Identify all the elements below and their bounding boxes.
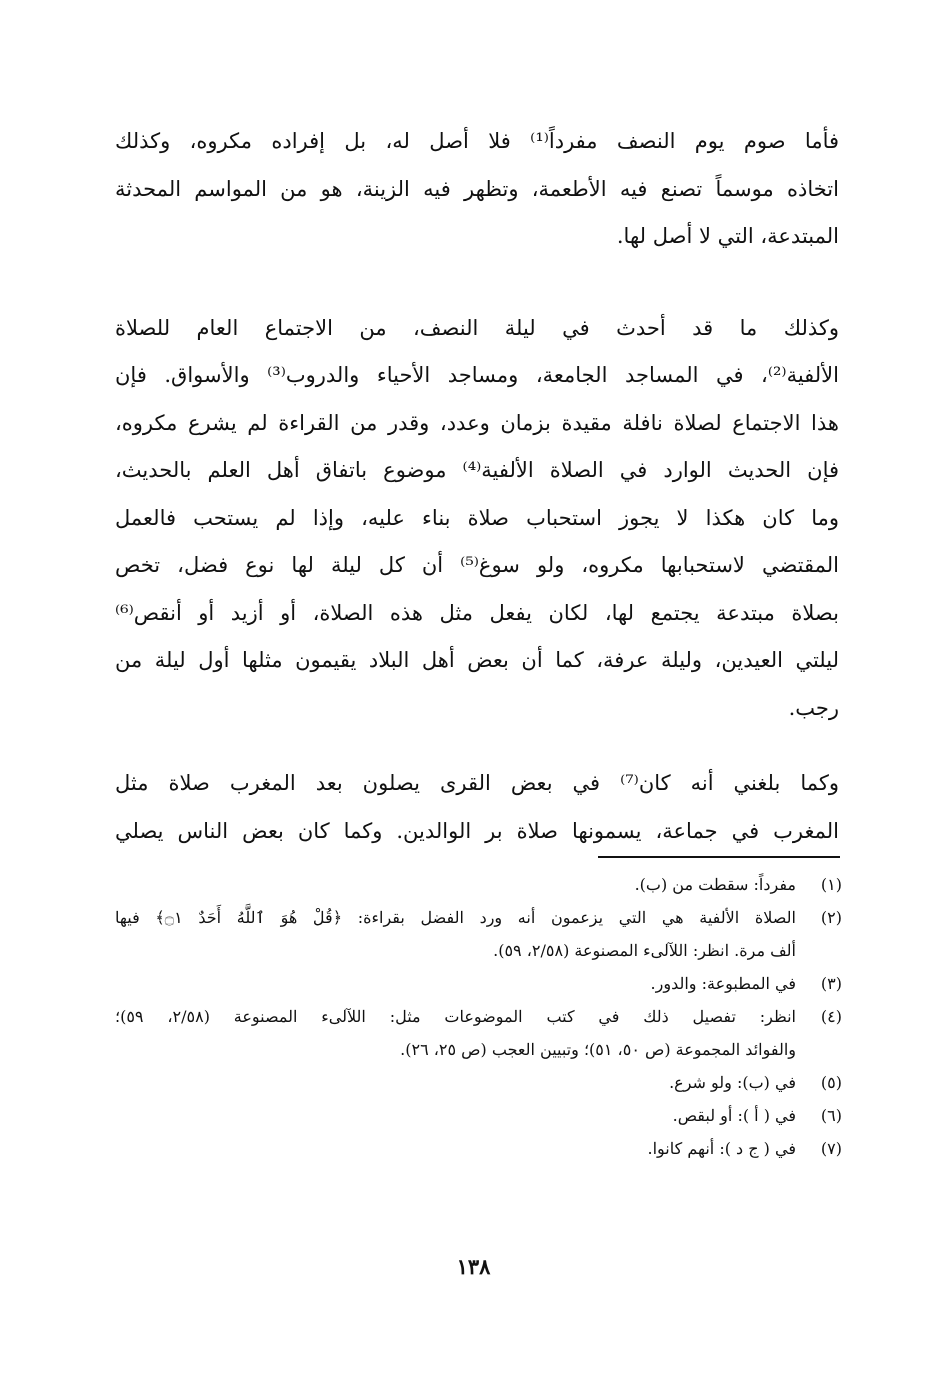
text-line: المغرب في جماعة، يسمونها صلاة بر الوالدين. وكما كان بعض الناس يصلي (115, 818, 839, 843)
footnote-item (115, 1000, 842, 1066)
text-line: اتخاذه موسماً تصنع فيه الأطعمة، وتظهر فيه الزينة، هو من المواسم المحدثة (115, 176, 839, 201)
footnote-line: في ( أ ): أو لبقص. (672, 1106, 796, 1125)
footnote-text (115, 1099, 796, 1132)
footnote-item (115, 967, 842, 1000)
footnote-item (115, 901, 842, 967)
footnote-number: (٣) (820, 974, 842, 993)
footnote-text (115, 901, 796, 967)
footnote-number: (٧) (820, 1139, 842, 1158)
footnote-item (115, 1099, 842, 1132)
footnote-line: في (ب): ولو شرع. (669, 1073, 796, 1092)
footnote-line: في ( ج د ): أنهم كانوا. (647, 1139, 796, 1158)
text-line: وكما بلغني أنه كان⁽⁷⁾ في بعض القرى يصلون بعد المغرب صلاة مثل (115, 771, 839, 795)
footnote-number: (٦) (820, 1106, 842, 1125)
footnote-line: والفوائد المجموعة (ص ٥٠، ٥١)؛ وتبيين العجب (ص ٢٥، ٢٦). (400, 1040, 796, 1059)
paragraph-2 (115, 305, 839, 733)
text-line: فأما صوم يوم النصف مفرداً⁽¹⁾ فلا أصل له، بل إفراده مكروه، وكذلك (115, 129, 840, 153)
footnote-number: (١) (820, 875, 842, 894)
footnote-number: (٥) (820, 1073, 842, 1092)
footnote-text (115, 967, 796, 1000)
text-line: وكذلك ما قد أحدث في ليلة النصف، من الاجتماع العام للصلاة (115, 315, 839, 340)
text-line: فإن الحديث الوارد في الصلاة الألفية⁽⁴⁾ موضوع باتفاق أهل العلم بالحديث، (115, 458, 840, 482)
footnote-text (115, 868, 796, 901)
text-line: رجب. (788, 695, 839, 720)
footnote-item (115, 1132, 842, 1165)
text-line: هذا الاجتماع لصلاة نافلة مقيدة بزمان وعدد، وقدر من القراءة لم يشرع مكروه، (115, 410, 839, 435)
text-line: الألفية⁽²⁾، في المساجد الجامعة، ومساجد الأحياء والدروب⁽³⁾ والأسواق. فإن (115, 363, 839, 387)
footnote-line: ألف مرة. انظر: اللآلىء المصنوعة (٢/٥٨، ٥٩). (493, 941, 796, 960)
footnote-text (115, 1000, 796, 1066)
main-text (115, 118, 839, 855)
footnote-line: انظر: تفصيل ذلك في كتب الموضوعات مثل: اللآلىء المصنوعة (٢/٥٨، ٥٩)؛ (115, 1007, 797, 1026)
footnote-line: مفرداً: سقطت من (ب). (634, 875, 796, 894)
text-line: المبتدعة، التي لا أصل لها. (616, 224, 839, 248)
text-line: بصلاة مبتدعة يجتمع لها، لكان يفعل مثل هذه الصلاة، أو أزيد أو أنقص⁽⁶⁾ (115, 600, 839, 625)
text-line: وما كان هكذا لا يجوز استحباب صلاة بناء عليه، وإذا لم يستحب فالعمل (115, 505, 839, 530)
paragraph-1 (115, 118, 839, 261)
footnote-line: في المطبوعة: والدور. (650, 974, 796, 993)
footnote-number: (٤) (820, 1007, 842, 1026)
footnote-item (115, 868, 842, 901)
footnote-text (115, 1132, 796, 1165)
page-number: ١٣٨ (456, 1254, 491, 1279)
text-line: ليلتي العيدين، وليلة عرفة، كما أن بعض أهل البلاد يقيمون مثلها أول ليلة من (115, 648, 839, 672)
paragraph-3 (115, 760, 839, 855)
footnotes (115, 868, 842, 1165)
footnote-divider (598, 856, 840, 858)
footnote-line: الصلاة الألفية هي التي يزعمون أنه ورد الفضل بقراءة: ﴿قُلْ هُوَ ٱللَّهُ أَحَدٌ ۝١﴾ فيها (115, 908, 796, 927)
footnote-number: (٢) (820, 908, 842, 927)
footnote-item (115, 1066, 842, 1099)
footnote-text (115, 1066, 796, 1099)
text-line: المقتضي لاستحبابها مكروه، ولو سوغ⁽⁵⁾ أن كل ليلة لها نوع فضل، تخص (115, 553, 839, 577)
